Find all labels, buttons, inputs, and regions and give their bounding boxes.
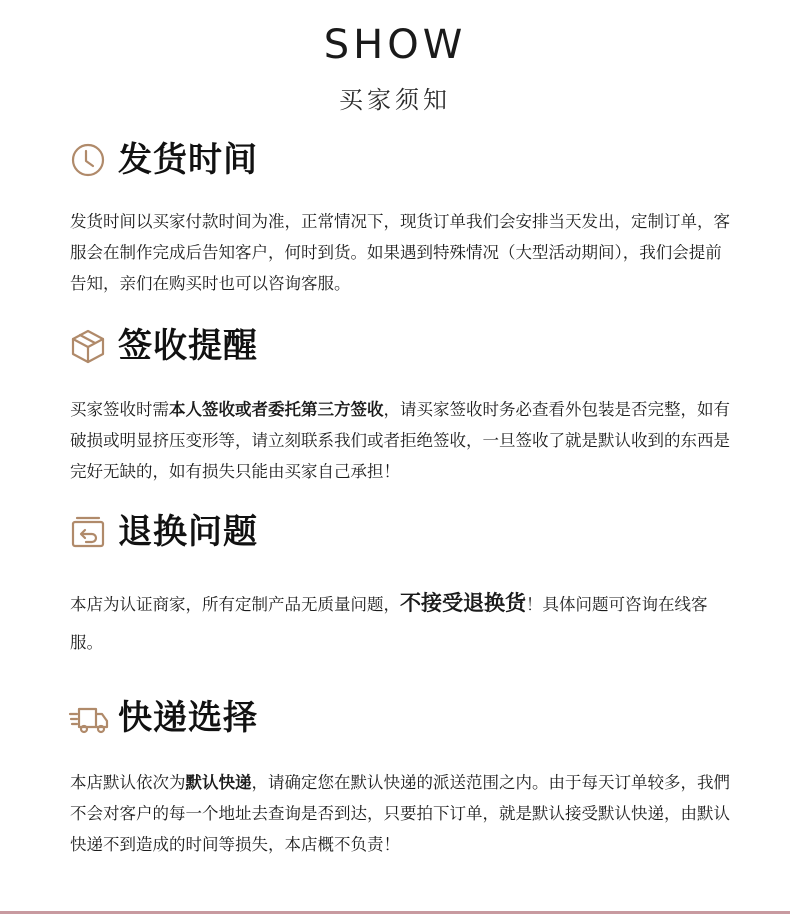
- section-title: 签收提醒: [118, 326, 258, 366]
- section-title: 退换问题: [118, 512, 258, 552]
- section-courier: [70, 694, 730, 854]
- body-emphasis: 本人签收或者委托第三方签收: [169, 400, 384, 419]
- section-body: [70, 394, 730, 487]
- body-text: 本店默认依次为: [70, 773, 186, 792]
- page-title: SHOW: [323, 22, 467, 68]
- body-text: ，请确定您在默认快递的派送范围之内。由于每天订单较多，我們不会对客户的每一个地址去查询是否到达，只要拍下订单，就是默认接受默认快递，由默认快递不到造成的时间等损失，本店概不负责！: [70, 773, 730, 854]
- section-signing: [70, 322, 730, 481]
- page-subtitle: 买家须知: [339, 86, 451, 114]
- body-text: 买家签收时需: [70, 400, 169, 419]
- section-body: [70, 767, 730, 860]
- return-icon: [70, 514, 106, 550]
- section-header: [70, 694, 730, 744]
- section-shipping-time: [70, 136, 730, 293]
- body-text: ，请买家签收时务必查看外包装是否完整，如有破损或明显挤压变形等，请立刻联系我们或者拒绝签收，一旦签收了就是默认收到的东西是完好无缺的，如有损失只能由买家自己承担！: [70, 400, 730, 481]
- section-returns: [70, 508, 730, 652]
- section-header: [70, 136, 730, 186]
- section-header: [70, 508, 730, 558]
- section-title: 发货时间: [118, 140, 258, 180]
- section-body: 发货时间以买家付款时间为准，正常情况下，现货订单我们会安排当天发出，定制订单，客服会在制作完成后告知客户，何时到货。如果遇到特殊情况（大型活动期间），我们会提前告知，亲们在购买时也可以咨询客服。: [70, 212, 730, 293]
- body-text: ！具体问题可咨询在线客服。: [70, 595, 708, 652]
- body-emphasis: 默认快递: [185, 773, 252, 792]
- box-icon: [70, 328, 106, 364]
- body-emphasis: 不接受退换货: [400, 591, 526, 615]
- truck-icon: [68, 700, 110, 736]
- section-body: [70, 584, 730, 662]
- body-text: 本店为认证商家，所有定制产品无质量问题，: [70, 595, 400, 614]
- section-header: [70, 322, 730, 372]
- clock-icon: [70, 142, 106, 178]
- section-title: 快递选择: [118, 698, 258, 738]
